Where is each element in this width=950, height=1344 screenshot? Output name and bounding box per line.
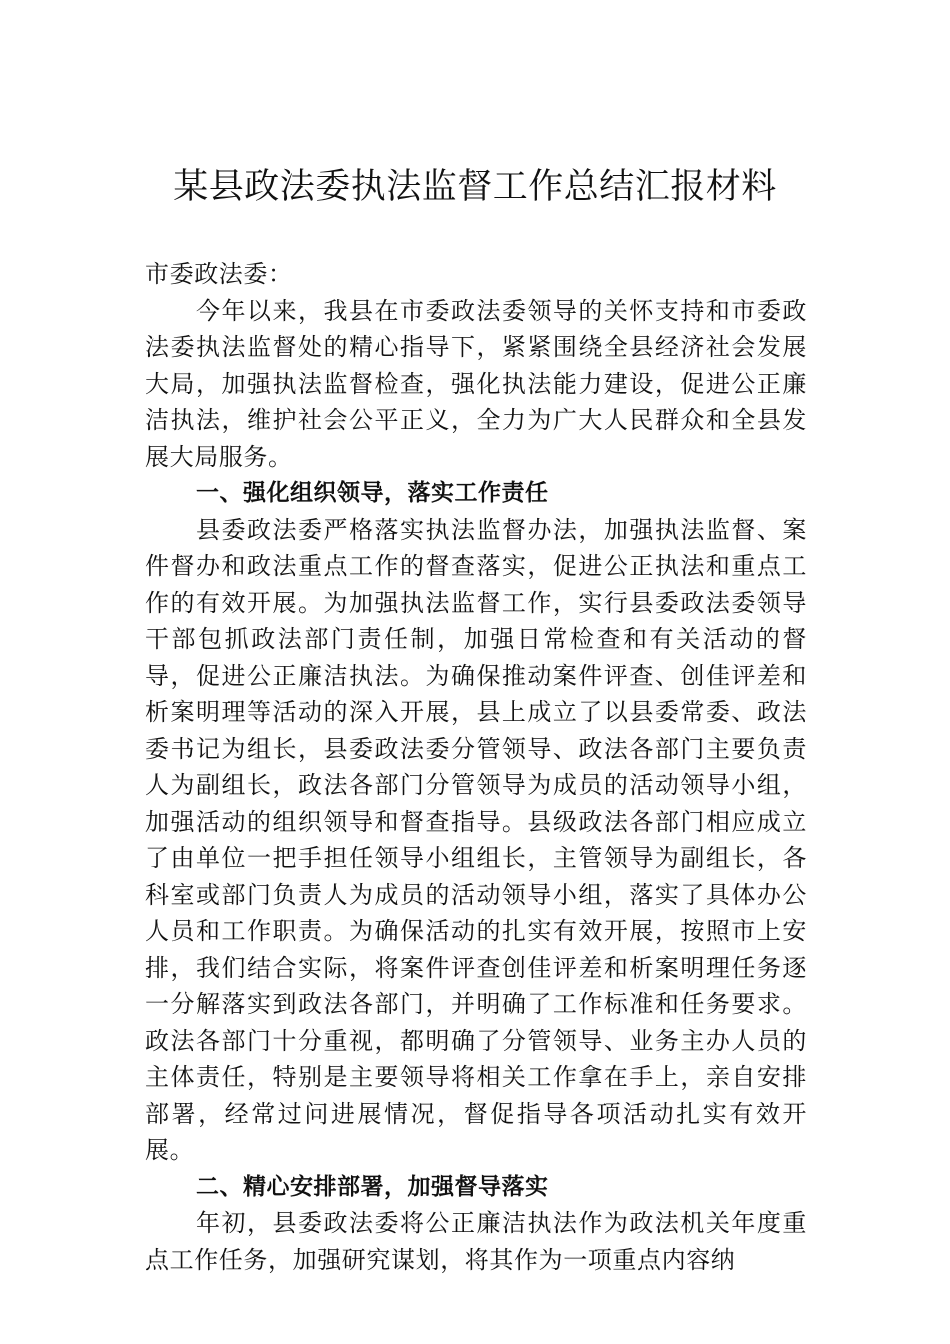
intro-paragraph: 今年以来，我县在市委政法委领导的关怀支持和市委政法委执法监督处的精心指导下，紧紧围绕全县经济社会发展大局，加强执法监督检查，强化执法能力建设，促进公正廉洁执法，维护社会公平正义，全力为广大人民群众和全县发展大局服务。	[145, 296, 807, 471]
section-heading-2: 二、精心安排部署，加强督导落实	[196, 1173, 549, 1200]
section-body-2: 年初，县委政法委将公正廉洁执法作为政法机关年度重点工作任务，加强研究谋划，将其作为一项重点内容纳	[145, 1209, 807, 1274]
salutation: 市委政法委：	[145, 260, 293, 288]
document-title: 某县政法委执法监督工作总结汇报材料	[173, 167, 777, 207]
document-body	[145, 256, 807, 1278]
section-heading-1: 一、强化组织领导，落实工作责任	[196, 480, 549, 506]
section-body-1: 县委政法委严格落实执法监督办法，加强执法监督、案件督办和政法重点工作的督查落实，促进公正执法和重点工作的有效开展。为加强执法监督工作，实行县委政法委领导干部包抓政法部门责任制，加强日常检查和有关活动的督导，促进公正廉洁执法。为确保推动案件评查、创佳评差和析案明理等活动的深入开展，县上成立了以县委常委、政法委书记为组长，县委政法委分管领导、政法各部门主要负责人为副组长，政法各部门分管领导为成员的活动领导小组，加强活动的组织领导和督查指导。县级政法各部门相应成立了由单位一把手担任领导小组组长，主管领导为副组长，各科室或部门负责人为成员的活动领导小组，落实了具体办公人员和工作职责。为确保活动的扎实有效开展，按照市上安排，我们结合实际，将案件评查创佳评差和析案明理任务逐一分解落实到政法各部门，并明确了工作标准和任务要求。政法各部门十分重视，都明确了分管领导、业务主办人员的主体责任，特别是主要领导将相关工作拿在手上，亲自安排部署，经常过问进展情况，督促指导各项活动扎实有效开展。	[145, 515, 807, 1164]
